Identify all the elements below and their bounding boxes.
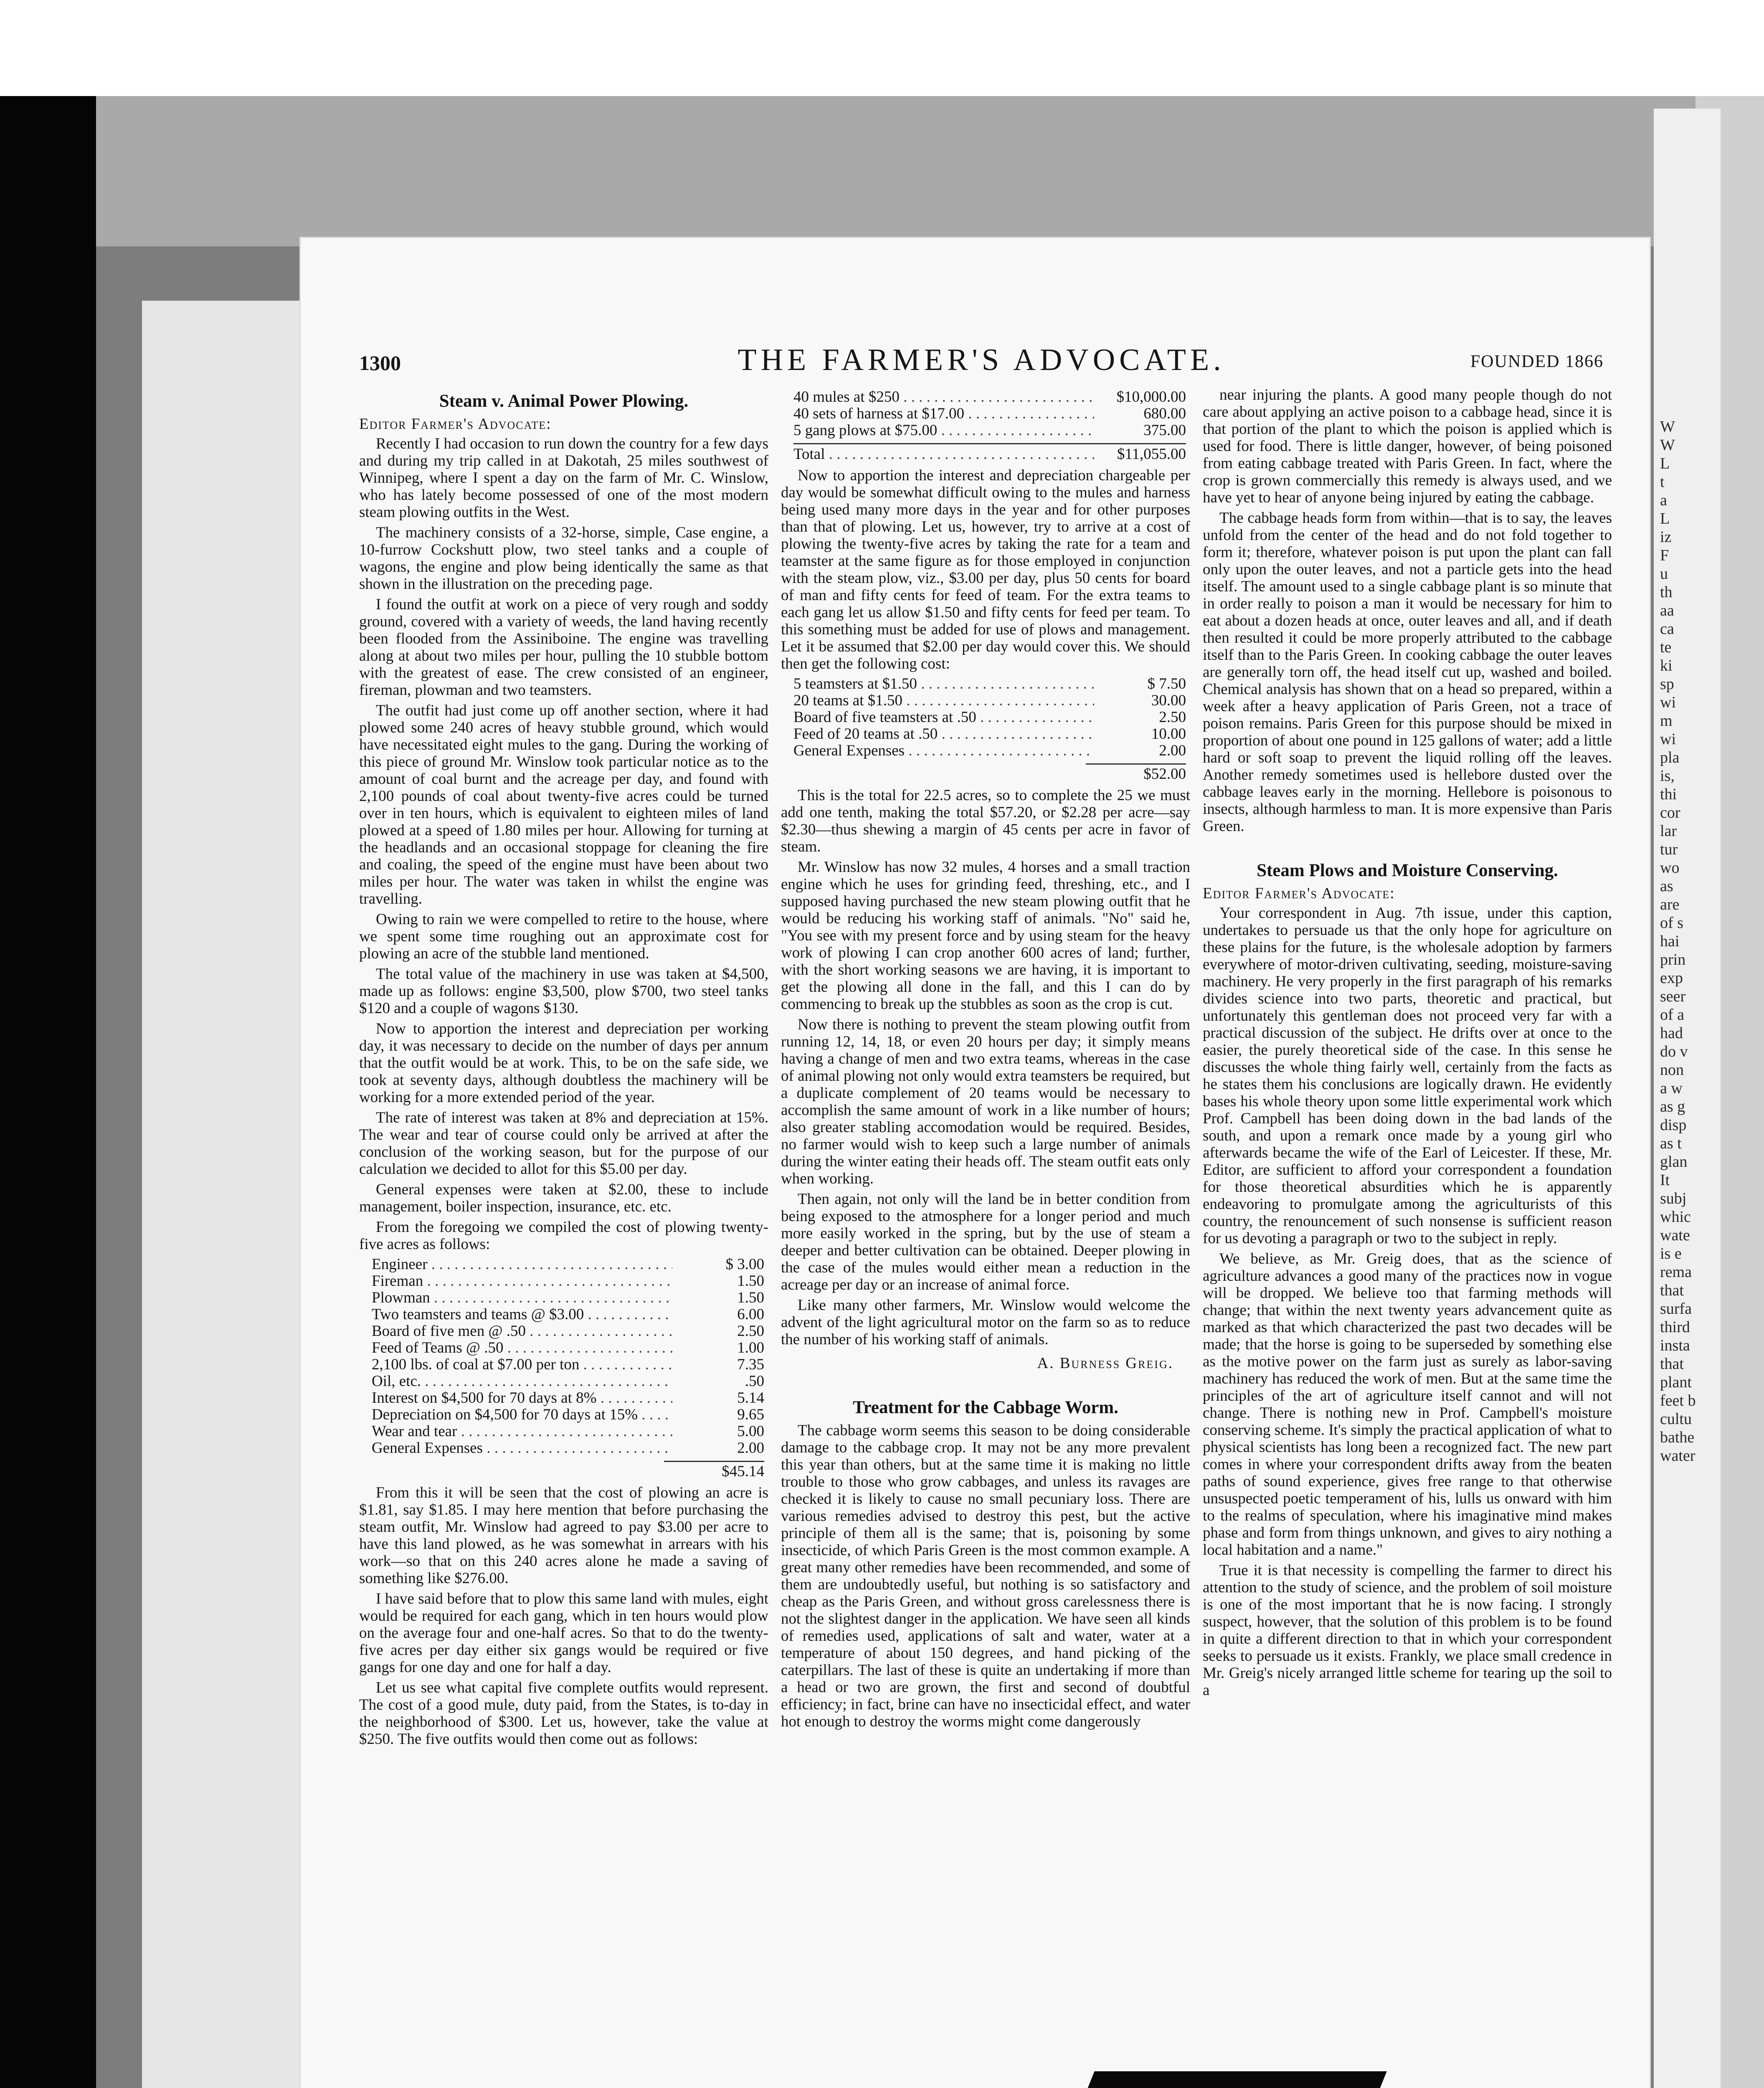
cost-item: General Expenses . . . bbox=[372, 1440, 672, 1457]
cost-row bbox=[372, 1423, 764, 1440]
column-1 bbox=[359, 386, 768, 1751]
underlying-page-text-fragments: W W L t a L iz F u th aa ca te ki sp wi m wi pla is, thi cor lar tur wo as are of s hai prin exp seer of a had do v non a w as g disp as t glan It subj whic wate is e rema that surfa third insta that plant feet b cultu bathe water bbox=[1660, 418, 1696, 1465]
cost-item: Feed of 20 teams at .50 . . . bbox=[793, 726, 1094, 742]
cost-item: 5 teamsters at $1.50 . . . bbox=[793, 676, 1094, 692]
steam-cost-table bbox=[372, 1256, 764, 1457]
cost-amount: 1.50 bbox=[737, 1272, 764, 1290]
paragraph: True it is that necessity is compelling the farmer to direct his attention to the study of science, and the problem of soil moisture is one of the most important that he is now facing. I strongly suspect, however, that the solution of this problem is to be found in quite a different direction to that in which your correspondent seeks to persuade us it exists. Frankly, we place small credence in Mr. Greig's nicely arranged little scheme for tearing up the soil to a bbox=[1203, 1562, 1612, 1699]
paragraph: near injuring the plants. A good many people though do not care about applying an active poison to a cabbage head, since it is that portion of the plant to which the poison is applied which is used for food. There is little danger, however, of being poisoned from eating cabbage treated with Paris Green. In fact, where the crop is grown commercially this remedy is always used, and we have yet to hear of anyone being injured by eating the cabbage. bbox=[1203, 386, 1612, 506]
paragraph: I have said before that to plow this same land with mules, eight would be required for each gang, which in ten hours would plow on the average four and one-half acres. So that to do the twenty-five acres per day either six gangs would be required or five gangs for one day and one for half a day. bbox=[359, 1590, 768, 1676]
capital-total-amount: $11,055.00 bbox=[1117, 446, 1186, 463]
horse-cost-table bbox=[793, 676, 1186, 759]
cost-item: Two teamsters and teams @ $3.00 . . . bbox=[372, 1306, 672, 1323]
paragraph: Recently I had occasion to run down the country for a few days and during my trip called in at Dakotah, 25 miles southwest of Winnipeg, where I spent a day on the farm of Mr. C. Winslow, who has lately become possessed of one of the most modern steam plowing outfits in the West. bbox=[359, 435, 768, 521]
cost-item: Oil, etc. . . . bbox=[372, 1373, 672, 1390]
cost-amount: 2.50 bbox=[737, 1323, 764, 1340]
paragraph: Now to apportion the interest and depreciation per working day, it was necessary to decide on the number of days per annum that the outfit would be at work. This, to be on the safe side, we took at seventy days, although doubtless the machinery will be working for a more extended period of the year. bbox=[359, 1020, 768, 1106]
cost-row bbox=[372, 1273, 764, 1290]
cost-amount: $ 3.00 bbox=[725, 1256, 764, 1273]
cost-row bbox=[793, 422, 1186, 439]
cost-amount: 2.00 bbox=[1159, 742, 1186, 759]
paragraph: Now to apportion the interest and depreciation chargeable per day would be somewhat difficult owing to the mules and harness being used many more days in the year and for other purposes than that of plowing. Let us, however, try to arrive at a cost of plowing the twenty-five acres by taking the rate for a team and teamster at the same figure as for those employed in conjunction with the steam plow, viz., $3.00 per day, plus 50 cents for board of man and fifty cents for feed of team. For the extra teams to each gang let us allow $1.50 and fifty cents for feed per team. To this something must be added for use of plows and management. Let it be assumed that $2.00 per day would cover this. We should then get the following cost: bbox=[781, 467, 1190, 672]
cost-row bbox=[793, 726, 1186, 742]
cost-amount: 1.50 bbox=[737, 1289, 764, 1306]
cost-row bbox=[372, 1356, 764, 1373]
cost-row bbox=[372, 1390, 764, 1406]
cost-amount: 375.00 bbox=[1143, 422, 1186, 439]
cost-amount: 5.00 bbox=[737, 1423, 764, 1440]
cost-item: Plowman . . . bbox=[372, 1290, 672, 1306]
founded-line: FOUNDED 1866 bbox=[1470, 352, 1604, 371]
paragraph: The cabbage heads form from within—that is to say, the leaves unfold from the center of the head and do not fold together to form it; therefore, whatever poison is put upon the plant can fall only upon the outer leaves, and not a particle gets into the head itself. The amount used to a single cabbage plant is so minute that in order really to poison a man it would be necessary for him to eat about a dozen heads at once, outer leaves and all, and if death then resulted it could be more properly attributed to the cabbage itself than to the Paris Green. In cooking cabbage the outer leaves are generally torn off, the head itself cut up, washed and boiled. Chemical analysis has shown that on a head so prepared, within a week after a heavy application of Paris Green, not a trace of poison remains. Paris Green for this purpose should be mixed in proportion of about one pound in 125 gallons of water; add a little hard or soft soap to prevent the liquid rolling off the leaves. Another remedy sometimes used is hellebore dusted over the cabbage leaves early in the morning. Hellebore is poisonous to insects, although harmless to man. It is more expensive than Paris Green. bbox=[1203, 509, 1612, 835]
article-body bbox=[781, 467, 1190, 672]
scan-margin-top bbox=[0, 0, 1764, 96]
cost-amount: 10.00 bbox=[1151, 725, 1186, 742]
underlying-page-left bbox=[142, 301, 309, 2088]
article-body-continued bbox=[781, 787, 1190, 1348]
cost-amount: .50 bbox=[745, 1373, 764, 1390]
cost-item: Feed of Teams @ .50 . . . bbox=[372, 1340, 672, 1356]
cost-amount: 1.00 bbox=[737, 1339, 764, 1356]
paragraph: Owing to rain we were compelled to retire to the house, where we spent some time roughing out an approximate cost for plowing an acre of the stubble land mentioned. bbox=[359, 911, 768, 962]
scan-backdrop-light bbox=[96, 96, 1764, 246]
cost-amount: 7.35 bbox=[737, 1356, 764, 1373]
cost-amount: 9.65 bbox=[737, 1406, 764, 1423]
capital-total-label: Total . . . bbox=[793, 446, 1094, 463]
paragraph: Mr. Winslow has now 32 mules, 4 horses and a small traction engine which he uses for grinding feed, threshing, etc., and I supposed having purchased the new steam plowing outfit that he would be reducing his working staff of animals. "No" said he, "You see with my present force and by using steam for the heavy work of plowing I can crop another 600 acres of land; further, with the short working seasons we are having, it is important to get the plowing all done in the fall, and this I can do by commencing to break up the stubbles as soon as the crop is cut. bbox=[781, 859, 1190, 1013]
cost-row bbox=[372, 1373, 764, 1390]
paragraph: From the foregoing we compiled the cost of plowing twenty-five acres as follows: bbox=[359, 1219, 768, 1253]
cost-item: Board of five men @ .50 . . . bbox=[372, 1323, 672, 1340]
journal-title: THE FARMER'S ADVOCATE. bbox=[738, 343, 1225, 377]
cost-row bbox=[372, 1440, 764, 1457]
column-2 bbox=[781, 386, 1190, 1733]
page-number: 1300 bbox=[359, 351, 401, 375]
paragraph: General expenses were taken at $2.00, these to include management, boiler inspection, insurance, etc. etc. bbox=[359, 1181, 768, 1215]
paragraph: I found the outfit at work on a piece of very rough and soddy ground, covered with a variety of weeds, the land having recently been flooded from the Assiniboine. The engine was travelling along at about two miles per hour, pulling the 10 stubble bottom with the greatest of ease. The crew consisted of an engineer, fireman, plowman and two teamsters. bbox=[359, 596, 768, 699]
cost-item: 5 gang plows at $75.00 . . . bbox=[793, 422, 1094, 439]
horse-cost-total: $52.00 bbox=[1086, 763, 1186, 783]
cost-row bbox=[372, 1323, 764, 1340]
steam-cost-total: $45.14 bbox=[664, 1461, 764, 1480]
paragraph: The outfit had just come up off another section, where it had plowed some 240 acres of heavy stubble ground, which would have necessitated eight mules to the gang. During the working of this piece of ground Mr. Winslow took particular notice as to the amount of coal burnt and the acreage per day, and found with 2,100 pounds of coal about twenty-five acres could be turned over in ten hours, which is equivalent to eighteen miles of land plowed at a speed of 1.80 miles per hour. Allowing for turning at the headlands and an occasional stoppage for cleaning the fire and coaling, the speed of the engine must have been about two miles per hour. The water was taken in whilst the engine was travelling. bbox=[359, 702, 768, 907]
salutation: Editor Farmer's Advocate: bbox=[1203, 885, 1395, 902]
cost-row bbox=[372, 1290, 764, 1306]
cost-item: 2,100 lbs. of coal at $7.00 per ton . . . bbox=[372, 1356, 672, 1373]
cost-item: Engineer . . . bbox=[372, 1256, 672, 1273]
article-body bbox=[781, 1422, 1190, 1730]
cost-item: 40 sets of harness at $17.00 . . . bbox=[793, 405, 1094, 422]
cost-amount: 2.50 bbox=[1159, 709, 1186, 726]
article-body bbox=[1203, 386, 1612, 835]
paragraph: Then again, not only will the land be in better condition from being exposed to the atmosphere for a longer period and much more easily worked in the spring, but by the use of steam a deeper and better cultivation can be obtained. Deeper plowing in the case of the mules would either mean a reduction in the acreage per day or an increase of animal force. bbox=[781, 1191, 1190, 1293]
paragraph: The machinery consists of a 32-horse, simple, Case engine, a 10-furrow Cockshutt plow, two steel tanks and a couple of wagons, the engine and plow being identically the same as that shown in the illustration on the preceding page. bbox=[359, 524, 768, 593]
cost-item: Interest on $4,500 for 70 days at 8% . . . bbox=[372, 1390, 672, 1406]
scan-film-edge-left bbox=[0, 96, 96, 2088]
cost-row bbox=[793, 676, 1186, 692]
article-title-steam-vs-animal: Steam v. Animal Power Plowing. bbox=[439, 391, 689, 411]
cost-item: Wear and tear . . . bbox=[372, 1423, 672, 1440]
author-signature: A. Burness Greig. bbox=[1037, 1355, 1173, 1372]
cost-item: Fireman . . . bbox=[372, 1273, 672, 1290]
cost-amount: 2.00 bbox=[737, 1439, 764, 1457]
capital-total-row bbox=[793, 443, 1186, 463]
cost-row bbox=[793, 692, 1186, 709]
paragraph: The total value of the machinery in use was taken at $4,500, made up as follows: engine $3,500, plow $700, two steel tanks $120 and a couple of wagons $130. bbox=[359, 965, 768, 1017]
paragraph: We believe, as Mr. Greig does, that as the science of agriculture advances a good many of the practices now in vogue will be dropped. We believe too that farming methods will change; that within the next twenty years advancement quite as marked as that which characterized the past two decades will be made; that the horse is going to be superseded by something else as the motive power on the farm just as surely as labor-saving machinery has reduced the work of men. But at the same time the principles of the art of agriculture itself cannot and will not change. There is nothing new in Prof. Campbell's moisture conserving scheme. It's simply the practical application of what to physical scientists has long been a recognized fact. The new part comes in where your correspondent drifts away from the beaten paths of sound experience, gives free range to that otherwise unsuspected poetic temperament of his, lulls us onward with him to the realms of speculation, where his imaginative mind makes phase and form from things unknown, and gives to airy nothing a local habitation and a name." bbox=[1203, 1250, 1612, 1558]
article-body bbox=[1203, 905, 1612, 1699]
cost-item: 40 mules at $250 . . . bbox=[793, 389, 1094, 405]
cost-item: General Expenses . . . bbox=[793, 742, 1094, 759]
cost-row bbox=[793, 389, 1186, 405]
column-3 bbox=[1203, 386, 1612, 1702]
paragraph: The rate of interest was taken at 8% and depreciation at 15%. The wear and tear of course could only be arrived at after the conclusion of the working season, but for the purpose of our calculation we decided to allot for this $5.00 per day. bbox=[359, 1109, 768, 1178]
cost-amount: $10,000.00 bbox=[1116, 388, 1186, 405]
article-title-steam-plows-moisture: Steam Plows and Moisture Conserving. bbox=[1257, 861, 1558, 880]
cost-amount: 30.00 bbox=[1151, 692, 1186, 709]
paragraph: Like many other farmers, Mr. Winslow would welcome the advent of the light agricultural motor on the farm so as to reduce the number of his working staff of animals. bbox=[781, 1297, 1190, 1348]
page-header bbox=[359, 342, 1604, 380]
cost-row bbox=[372, 1256, 764, 1273]
cost-row bbox=[372, 1306, 764, 1323]
cost-amount: 6.00 bbox=[737, 1306, 764, 1323]
cost-row bbox=[372, 1406, 764, 1423]
paragraph: Your correspondent in Aug. 7th issue, under this caption, undertakes to persuade us that the only hope for agriculture on these plains for the future, is the wholesale adoption by farmers everywhere of motor-driven cultivating, seeding, moisture-saving machinery. He very properly in the first paragraph of his remarks divides science into two parts, theoretic and practical, but unfortunately this gentleman does not proceed very far with a practical discussion of the subject. He drifts over at once to the easier, the purely theoretical side of the case. In this sense he discusses the whole thing fairly well, certainly from the facts as he states them his conclusions are logically drawn. He evidently bases his whole theory upon some little experimental work which Prof. Campbell has been doing down in the bad lands of the south, and upon a remark once made by a young girl who afterwards became the wife of the Earl of Leicester. If these, Mr. Editor, are sufficient to afford your correspondent a foundation for those theoretical absurdities which he is apparently endeavoring to promulgate among the agriculturists of this country, the renouncement of such nonsense is sufficient reason for us devoting a paragraph or two to the subject in reply. bbox=[1203, 905, 1612, 1247]
cost-amount: 5.14 bbox=[737, 1389, 764, 1406]
paragraph: This is the total for 22.5 acres, so to complete the 25 we must add one tenth, making the total $57.20, or $2.28 per acre—say $2.30—thus shewing a margin of 45 cents per acre in favor of steam. bbox=[781, 787, 1190, 855]
article-body bbox=[359, 435, 768, 1253]
paragraph: Now there is nothing to prevent the steam plowing outfit from running 12, 14, 18, or even 20 hours per day; it simply means having a change of men and two extra teams, whereas in the case of animal plowing not only would extra teamsters be required, but a duplicate complement of 20 teams would be necessary to accomplish the same amount of work in a like number of hours; also greater stabling accomodation would be required. Besides, no farmer would wish to keep such a large number of animals during the winter eating their heads off. The steam outfit eats only when working. bbox=[781, 1016, 1190, 1187]
cost-item: Board of five teamsters at .50 . . . bbox=[793, 709, 1094, 726]
cost-amount: 680.00 bbox=[1143, 405, 1186, 422]
paragraph: Let us see what capital five complete outfits would represent. The cost of a good mule, duty paid, from the States, is to-day in the neighborhood of $300. Let us, however, take the value at $250. The five outfits would then come out as follows: bbox=[359, 1679, 768, 1748]
paragraph: The cabbage worm seems this season to be doing considerable damage to the cabbage crop. It may not be any more prevalent this year than others, but at the same time it is making no little trouble to those who grow cabbages, and unless its ravages are checked it is likely to cause no small pecuniary loss. There are various remedies advised to destroy this pest, but the active principle of them all is the same; that is, poisoning by some insecticide, of which Paris Green is the most common example. A great many other remedies have been recommended, and some of them are undoubtedly useful, but nothing is so satisfactory and cheap as the Paris Green, and without gross carelessness there is not the slightest danger in the application. We have seen all kinds of remedies used, applications of salt and water, water at a temperature of about 150 degrees, and hand picking of the caterpillars. The last of these is quite an undertaking if more than a head or two are grown, the first and second of doubtful efficiency; in fact, brine can have no insecticidal effect, and water hot enough to destroy the worms might come dangerously bbox=[781, 1422, 1190, 1730]
salutation: Editor Farmer's Advocate: bbox=[359, 416, 552, 433]
cost-item: 20 teams at $1.50 . . . bbox=[793, 692, 1094, 709]
cost-row bbox=[793, 709, 1186, 726]
cost-row bbox=[793, 405, 1186, 422]
article-body-continued bbox=[359, 1484, 768, 1748]
cost-amount: $ 7.50 bbox=[1147, 675, 1186, 692]
cost-row bbox=[372, 1340, 764, 1356]
newspaper-page bbox=[301, 238, 1650, 2088]
article-title-cabbage-worm: Treatment for the Cabbage Worm. bbox=[853, 1398, 1118, 1417]
paragraph: From this it will be seen that the cost of plowing an acre is $1.81, say $1.85. I may here mention that before purchasing the steam outfit, Mr. Winslow had agreed to pay $3.00 per acre to have this land plowed, as he was somewhat in arrears with his work—so that on this 240 acres alone he made a saving of something like $276.00. bbox=[359, 1484, 768, 1587]
cost-row bbox=[793, 742, 1186, 759]
cost-item: Depreciation on $4,500 for 70 days at 15% . . . bbox=[372, 1406, 672, 1423]
capital-cost-table bbox=[793, 389, 1186, 439]
